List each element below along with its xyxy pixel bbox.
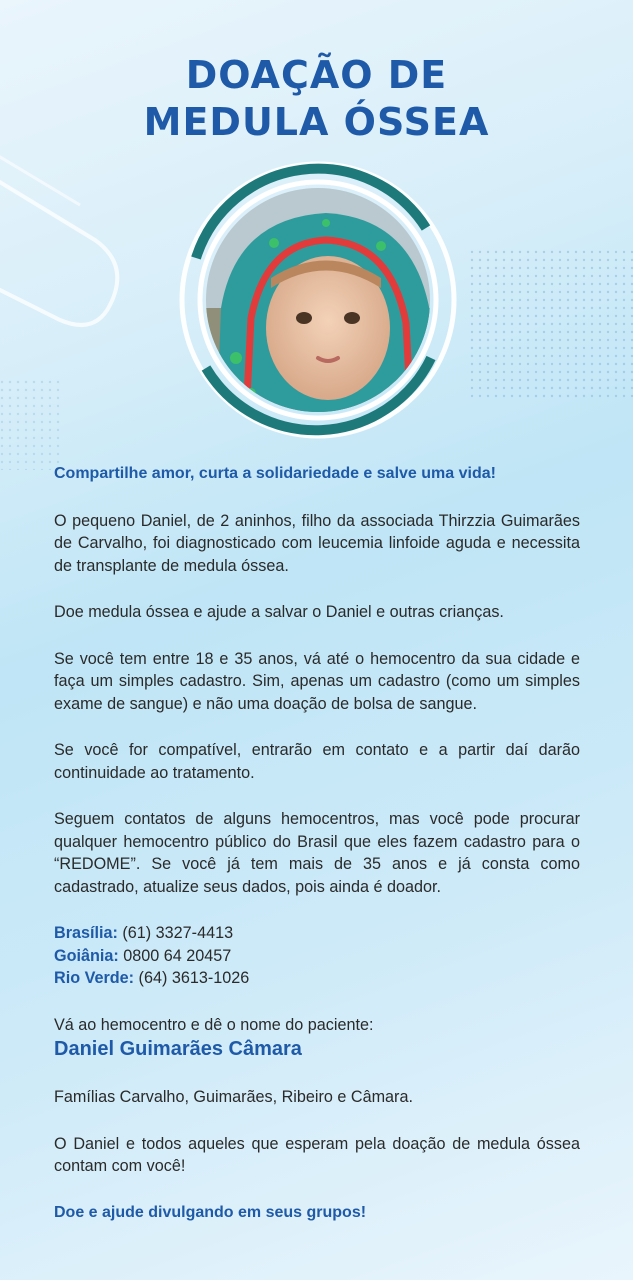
families-signature: Famílias Carvalho, Guimarães, Ribeiro e Câmara. (54, 1088, 413, 1106)
page-title (0, 52, 633, 146)
paragraph-compatibility: Se você for compatível, entrarão em contato e a partir daí darão continuidade ao tratamento. (54, 741, 580, 782)
contacts-list (54, 922, 580, 990)
contact-rio-verde (54, 967, 580, 990)
contact-phone: 0800 64 20457 (118, 946, 232, 965)
contact-city: Rio Verde: (54, 969, 135, 987)
tagline: Compartilhe amor, curta a solidariedade e salve uma vida! (54, 465, 496, 482)
patient-name: Daniel Guimarães Câmara (54, 1038, 302, 1060)
paragraph-diagnosis: O pequeno Daniel, de 2 aninhos, filho da associada Thirzzia Guimarães de Carvalho, foi diagnosticado com leucemia linfoide aguda e necessita de transplante de medula óssea. (54, 511, 580, 575)
paragraph-contacts-intro: Seguem contatos de alguns hemocentros, mas você pode procurar qualquer hemocentro público do Brasil que eles fazem cadastro para o “REDOME”. Se você já tem mais de 35 anos e já consta como cadastrado, atualize seus dados, pois ainda é doador. (54, 810, 580, 896)
decorative-dots-right (470, 250, 633, 400)
title-line-1: DOAÇÃO DE (185, 53, 448, 97)
patient-instruction: Vá ao hemocentro e dê o nome do paciente: (54, 1015, 374, 1034)
main-content (54, 463, 580, 1224)
contact-goiania (54, 945, 580, 968)
decorative-dots-left (0, 380, 60, 470)
closing-message: O Daniel e todos aqueles que esperam pela doação de medula óssea contam com você! (54, 1134, 580, 1175)
child-photo (176, 158, 460, 442)
title-line-2: MEDULA ÓSSEA (143, 100, 490, 144)
contact-phone: (64) 3613-1026 (134, 969, 250, 987)
contact-brasilia (54, 922, 580, 945)
contact-city: Brasília: (54, 924, 118, 942)
closing-call-to-action: Doe e ajude divulgando em seus grupos! (54, 1203, 367, 1221)
paragraph-call-to-donate: Doe medula óssea e ajude a salvar o Daniel e outras crianças. (54, 603, 504, 621)
contact-city: Goiânia: (54, 946, 119, 965)
paragraph-eligibility: Se você tem entre 18 e 35 anos, vá até o hemocentro da sua cidade e faça um simples cadastro. Sim, apenas um cadastro (como um simples exame de sangue) e não uma doação de bolsa de sangue. (54, 649, 580, 713)
contact-phone: (61) 3327-4413 (117, 924, 234, 942)
